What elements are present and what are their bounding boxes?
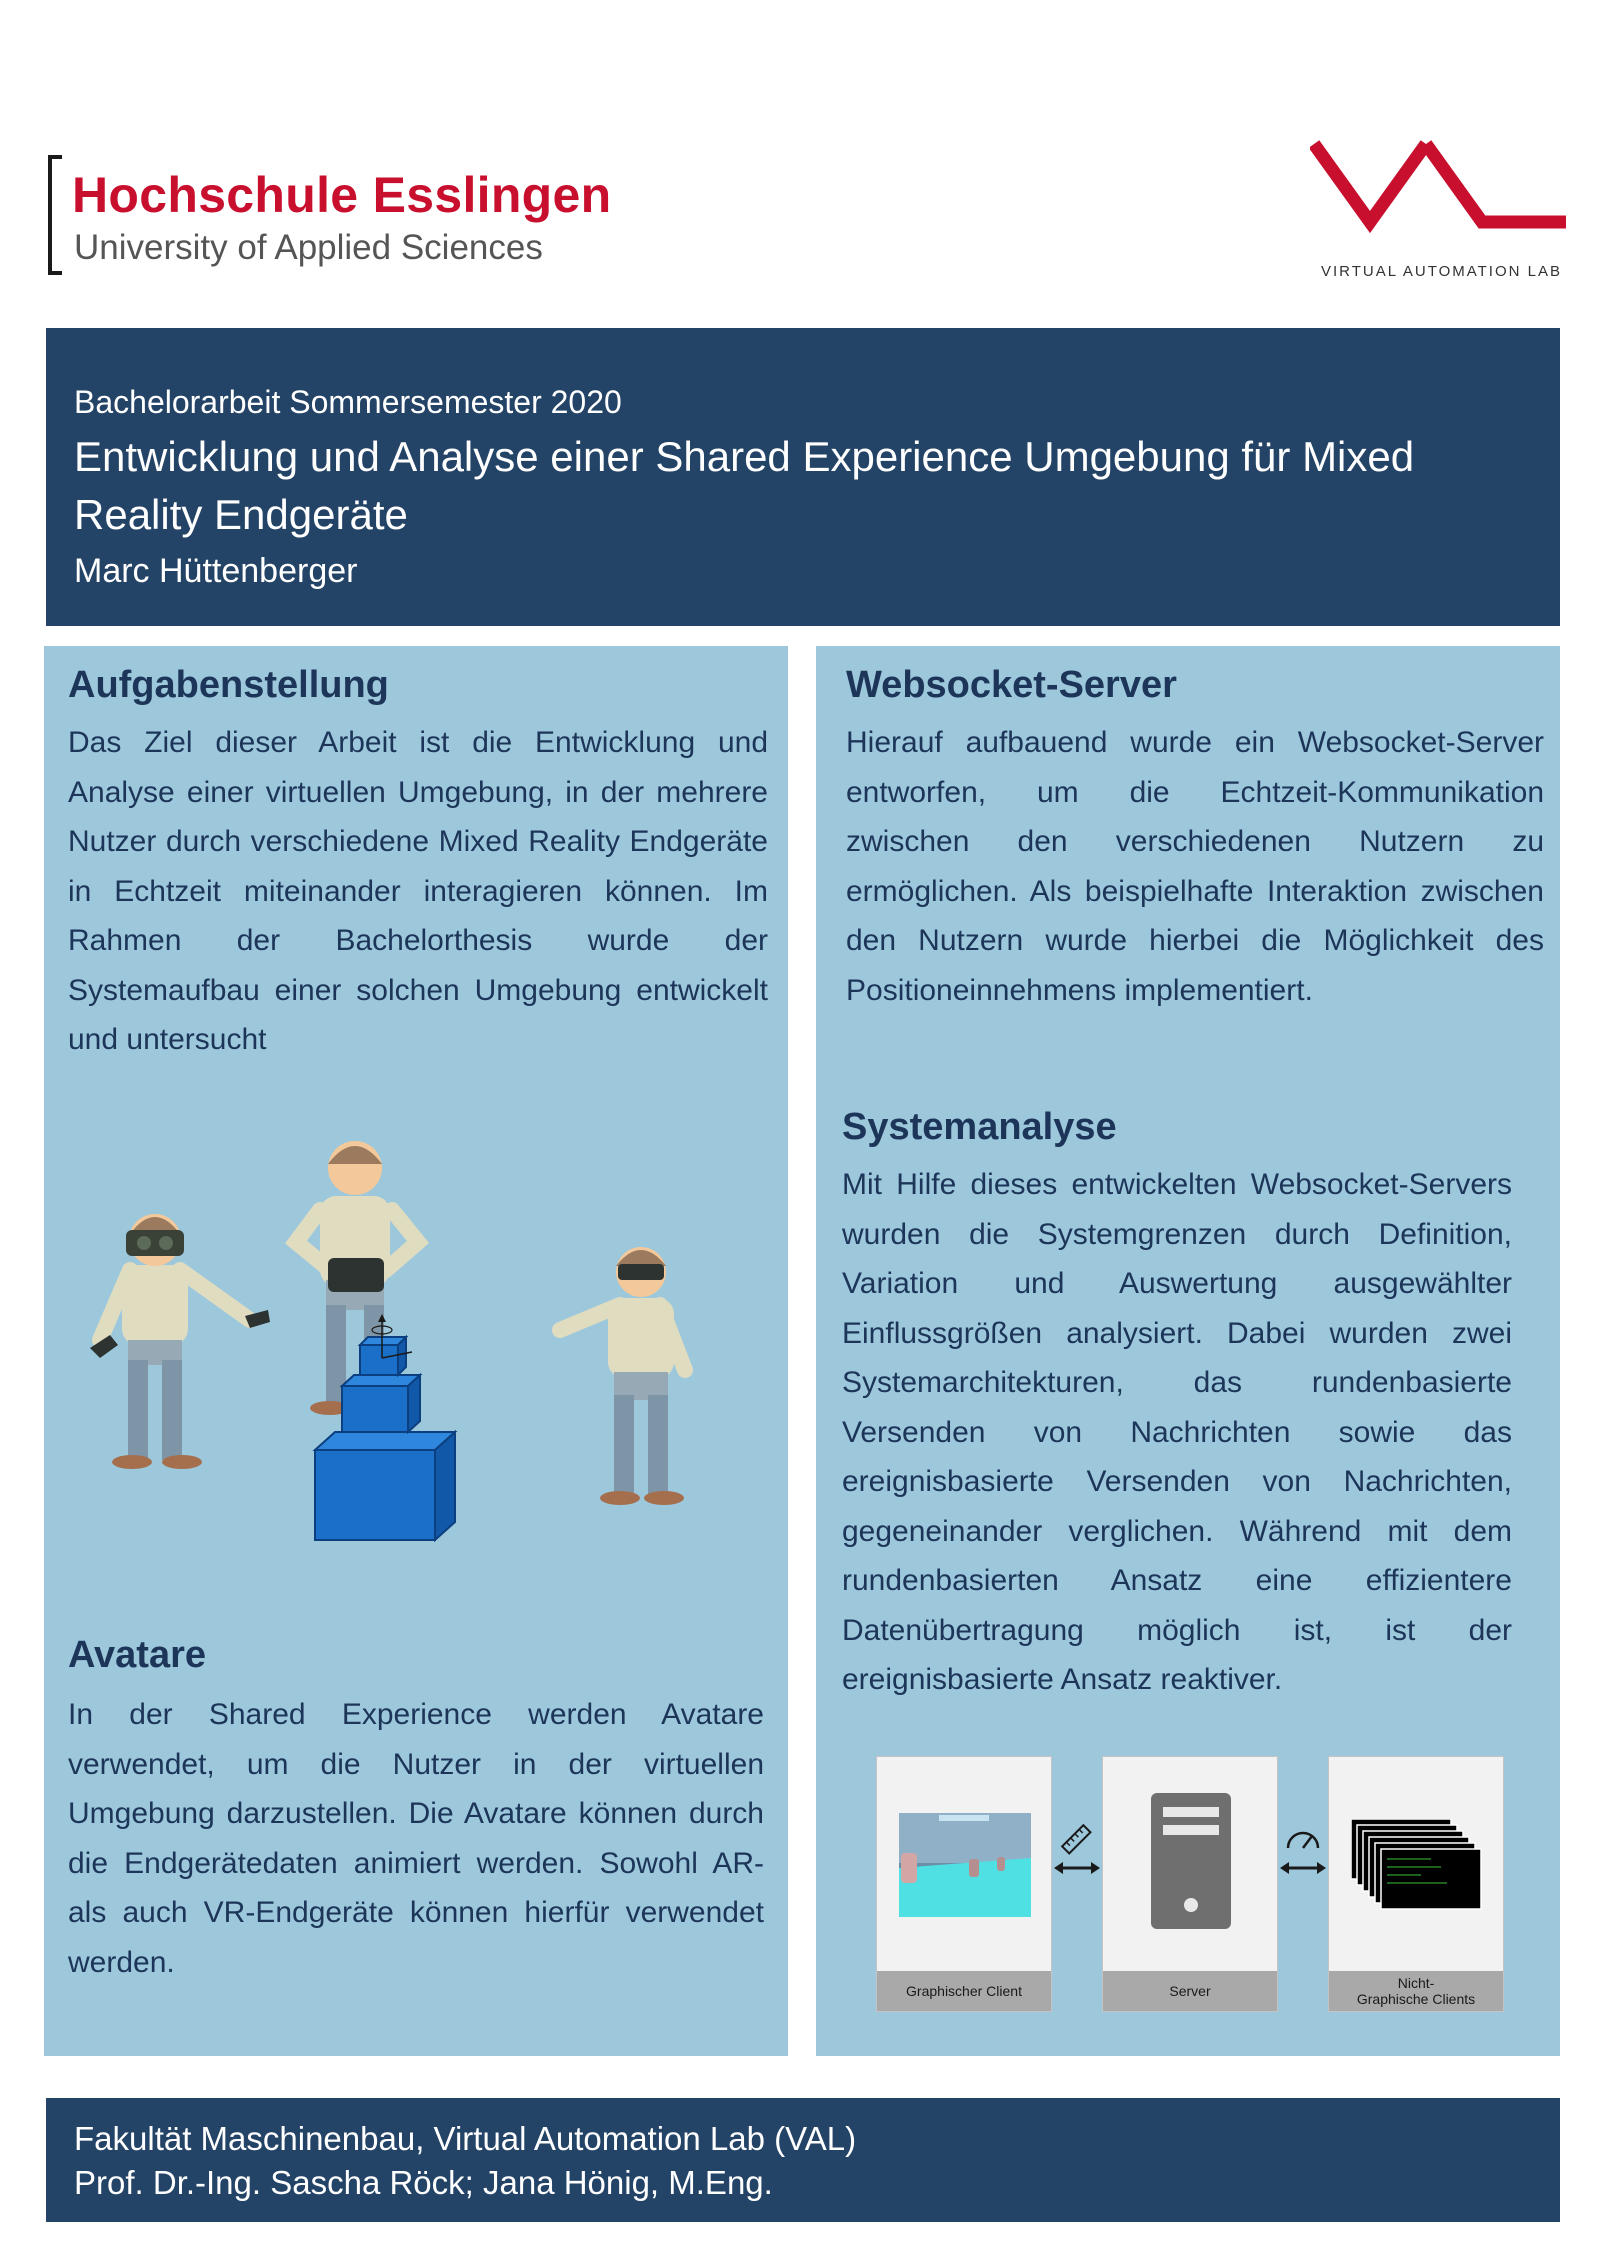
- university-logo-bracket: [48, 155, 62, 275]
- university-subtitle: University of Applied Sciences: [74, 228, 543, 267]
- virtual-scene-thumbnail: [899, 1813, 1031, 1917]
- vr-user-figure: [90, 1214, 270, 1469]
- university-name: Hochschule Esslingen: [72, 167, 612, 223]
- text-avatare: In der Shared Experience werden Avatare verwendet, um die Nutzer in der virtuellen Umgebung darzustellen. Die Avatare können durch die Endgerätedaten animiert werden. Sowohl AR- als auch VR-Endgeräte können hierfür verwendet werden.: [68, 1698, 764, 1979]
- text-websocket-server: Hierauf aufbauend wurde ein Websocket-Server entworfen, um die Echtzeit-Kommunikation zwischen den verschiedenen Nutzern zu ermöglichen. Als beispielhafte Interaktion zwischen den Nutzern wurde hierbei die Möglichkeit des Positioneinnehmens implementiert.: [846, 726, 1544, 1007]
- thesis-type: Bachelorarbeit Sommersemester 2020: [74, 384, 622, 420]
- heading-websocket-server: Websocket-Server: [846, 664, 1177, 706]
- ruler-connector-icon: [1054, 1822, 1100, 1882]
- footer: [46, 2098, 1560, 2222]
- heading-avatare: Avatare: [68, 1634, 207, 1676]
- speedometer-connector-icon: [1280, 1822, 1326, 1882]
- heading-systemanalyse: Systemanalyse: [842, 1106, 1117, 1148]
- non-graphical-clients-label: Nicht- Graphische Clients: [1329, 1971, 1503, 2011]
- supervisors-line: Prof. Dr.-Ing. Sascha Röck; Jana Hönig, M.Eng.: [74, 2164, 773, 2201]
- title-banner: [46, 328, 1560, 626]
- server-label: Server: [1103, 1971, 1277, 2011]
- server-box: [1102, 1756, 1278, 2012]
- lab-logo-text: VIRTUAL AUTOMATION LAB: [1321, 263, 1562, 280]
- ar-user-figure: [560, 1247, 685, 1505]
- terminal-windows-icon: [1351, 1819, 1485, 1925]
- heading-aufgabenstellung: Aufgabenstellung: [68, 664, 389, 706]
- author-name: Marc Hüttenberger: [74, 552, 358, 590]
- users-illustration: [60, 1130, 780, 1600]
- graphical-client-label: Graphischer Client: [877, 1971, 1051, 2011]
- non-graphical-clients-box: [1328, 1756, 1504, 2012]
- text-aufgabenstellung: Das Ziel dieser Arbeit ist die Entwicklung und Analyse einer virtuellen Umgebung, in der mehrere Nutzer durch verschiedene Mixed Reality Endgeräte in Echtzeit miteinander interagieren können. Im Rahmen der Bachelorthesis wurde der Systemaufbau einer solchen Umgebung entwickelt und untersucht: [68, 726, 768, 1056]
- page-title: Entwicklung und Analyse einer Shared Experience Umgebung für Mixed Reality Endgeräte: [74, 433, 1415, 538]
- val-logo-icon: [1310, 138, 1570, 238]
- faculty-line: Fakultät Maschinenbau, Virtual Automation Lab (VAL): [74, 2120, 857, 2157]
- text-systemanalyse: Mit Hilfe dieses entwickelten Websocket-Servers wurden die Systemgrenzen durch Definition, Variation und Auswertung ausgewählter Einflussgrößen analysiert. Dabei wurden zwei Systemarchitekturen, das rundenbasierte Versenden von Nachrichten sowie das ereignisbasierte Versenden von Nachrichten, gegeneinander verglichen. Während mit dem rundenbasierten Ansatz eine effizientere Datenübertragung möglich ist, ist der ereignisbasierte Ansatz reaktiver.: [842, 1168, 1512, 1696]
- graphical-client-box: [876, 1756, 1052, 2012]
- server-icon: [1151, 1793, 1231, 1929]
